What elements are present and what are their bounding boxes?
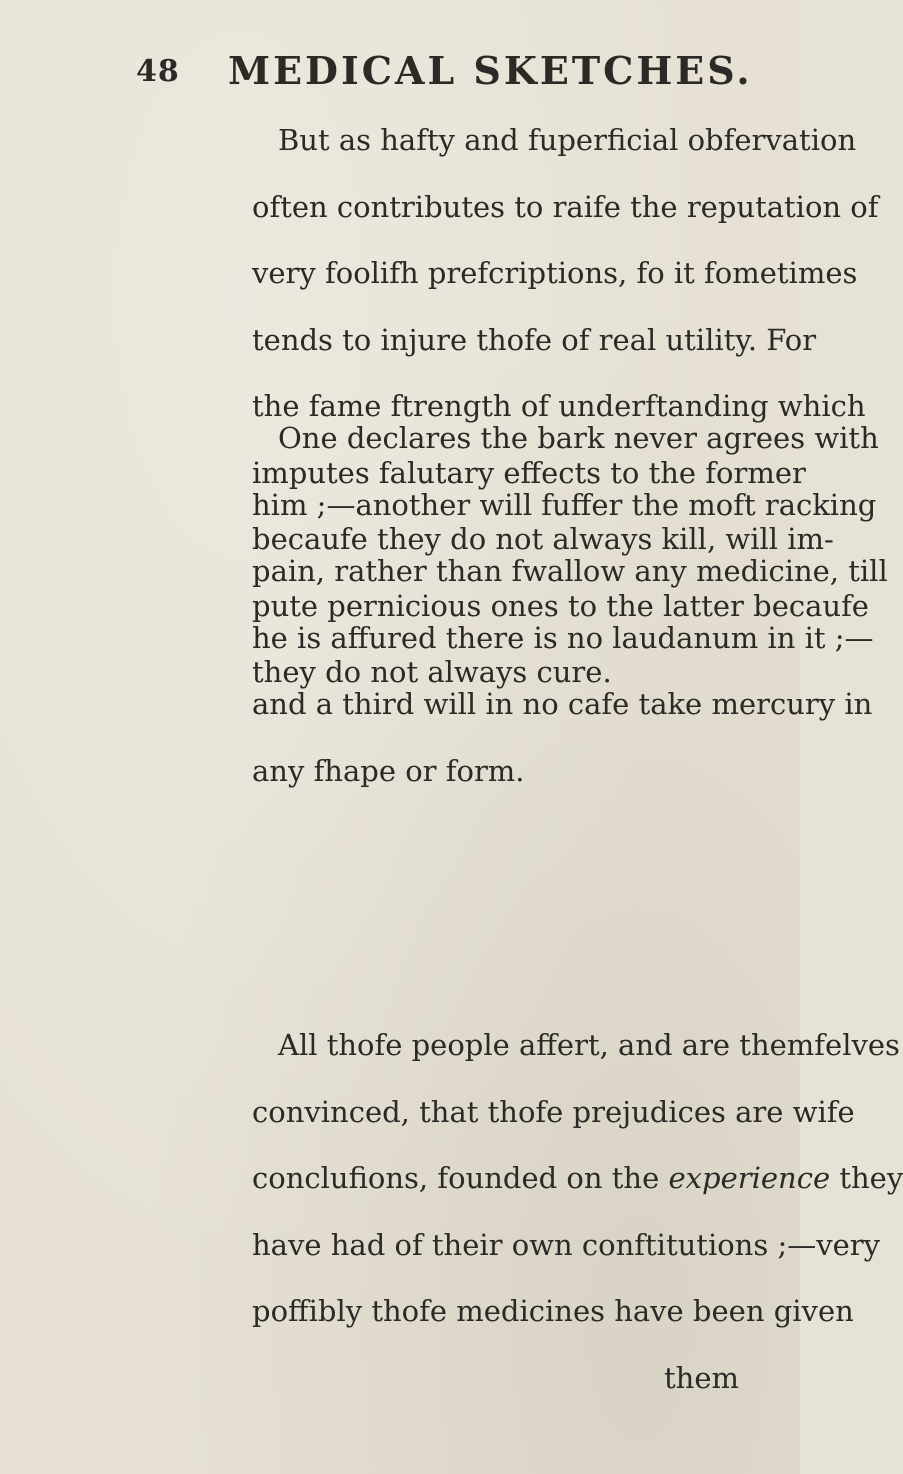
text-line: have had of their own conftitutions ;—very [252, 1227, 881, 1262]
text-line: convinced, that thofe prejudices are wife [252, 1094, 855, 1129]
text-line: One declares the bark never agrees with [278, 421, 879, 455]
paragraph-3 [252, 1012, 903, 1411]
text-line: But as hafty and fuperficial obfervation [278, 123, 857, 157]
running-head: MEDICAL SKETCHES. [228, 48, 753, 93]
text-line: the fame ftrength of underftanding which [252, 389, 866, 423]
text-line: poffibly thofe medicines have been given [252, 1294, 854, 1328]
catchword: them [664, 1360, 739, 1395]
text-line: conclufions, founded on the experience they [252, 1161, 903, 1195]
text-line: becaufe they do not always kill, will im- [252, 522, 834, 556]
text-line: pute pernicious ones to the latter becaufe [252, 588, 869, 623]
emphasis: experience [668, 1161, 831, 1195]
text-line: often contributes to raife the reputation of [252, 189, 879, 224]
text-line: pain, rather than fwallow any medicine, till [252, 554, 888, 588]
text-line: he is affured there is no laudanum in it ;— [252, 620, 874, 655]
text-line: any fhape or form. [252, 753, 525, 788]
page-header [136, 40, 776, 100]
text-line: and a third will in no cafe take mercury in [252, 687, 873, 721]
page-number: 48 [136, 54, 180, 89]
text-line: imputes falutary effects to the former [252, 455, 806, 490]
text-line: him ;—another will fuffer the moft racking [252, 487, 877, 522]
text-line: tends to injure thofe of real utility. For [252, 322, 817, 357]
text-line: they do not always cure. [252, 655, 612, 689]
text-line: All thofe people affert, and are themfelves [278, 1028, 900, 1062]
text-line: very foolifh prefcriptions, fo it fometimes [252, 256, 858, 290]
